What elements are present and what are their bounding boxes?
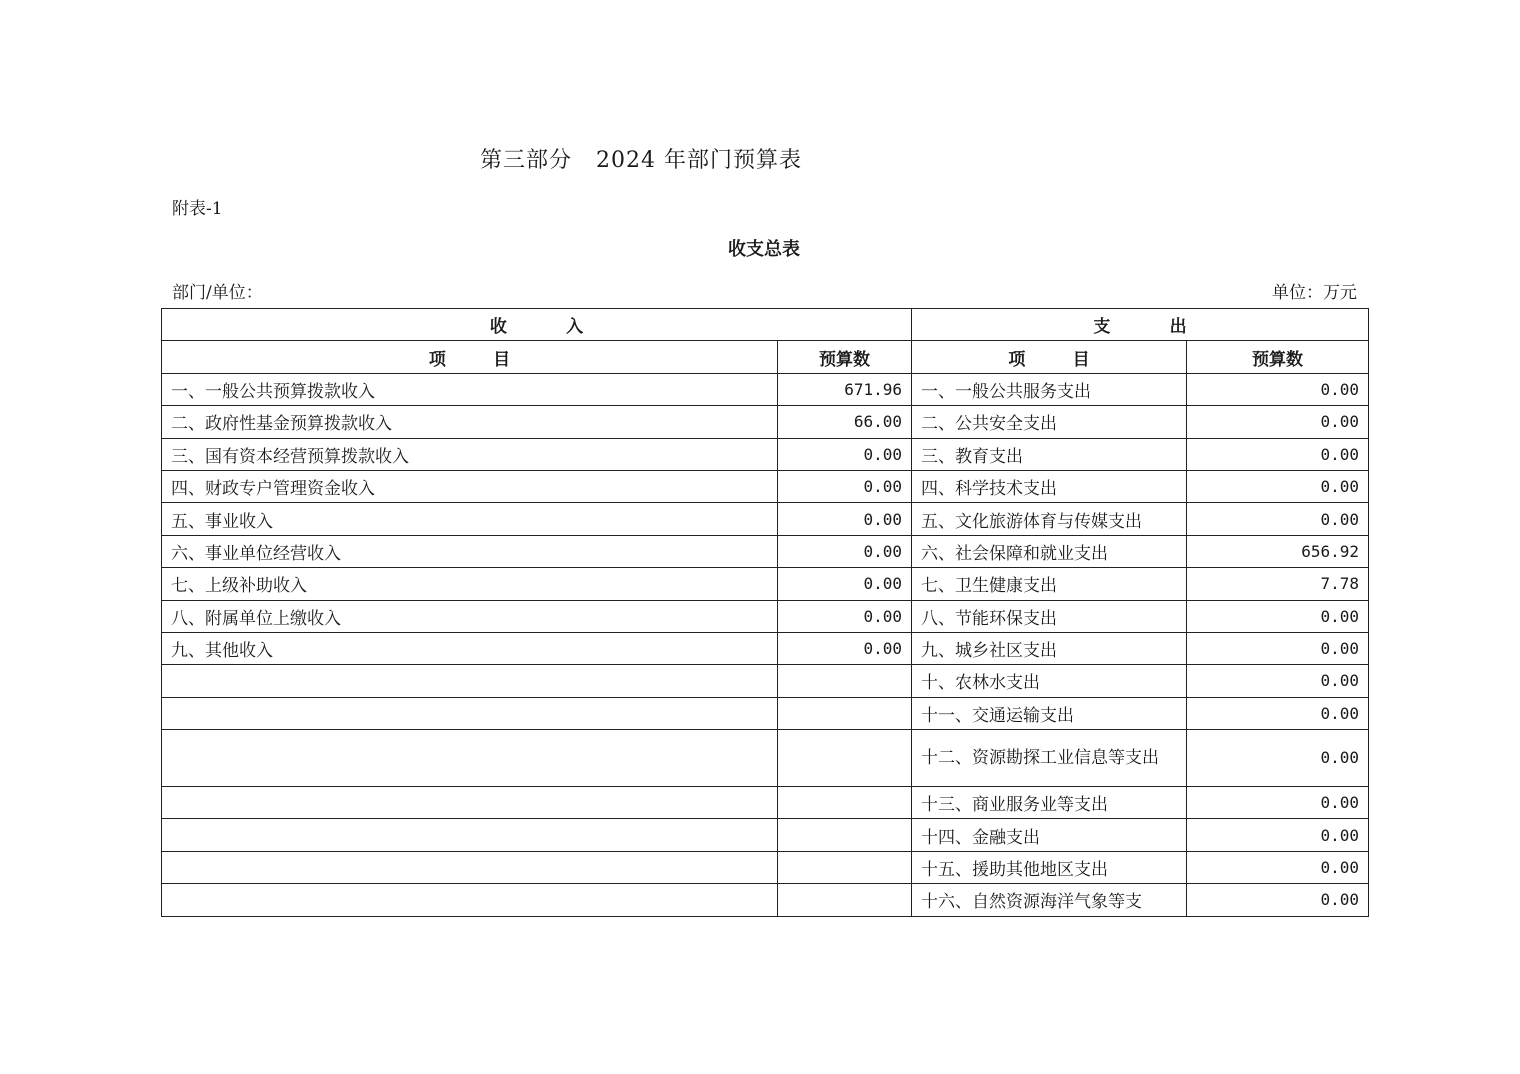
income-value-cell [778, 697, 912, 729]
expense-item-cell: 一、一般公共服务支出 [912, 373, 1187, 405]
income-value-cell [778, 730, 912, 787]
expense-item-cell: 三、教育支出 [912, 438, 1187, 470]
table-body [162, 373, 1369, 916]
expense-value-cell: 0.00 [1187, 819, 1369, 851]
expense-item-cell: 十、农林水支出 [912, 665, 1187, 697]
income-item-cell [162, 884, 778, 916]
table-row [162, 730, 1369, 787]
expense-value-cell: 0.00 [1187, 697, 1369, 729]
income-value-cell [778, 884, 912, 916]
income-item-cell: 三、国有资本经营预算拨款收入 [162, 438, 778, 470]
expense-item-cell: 六、社会保障和就业支出 [912, 535, 1187, 567]
expense-item-cell: 十五、援助其他地区支出 [912, 851, 1187, 883]
income-item-cell: 五、事业收入 [162, 503, 778, 535]
table-row [162, 697, 1369, 729]
expense-item-cell: 四、科学技术支出 [912, 470, 1187, 502]
income-value-cell: 671.96 [778, 373, 912, 405]
expense-value-cell: 656.92 [1187, 535, 1369, 567]
income-value-cell [778, 851, 912, 883]
expense-item-cell: 十六、自然资源海洋气象等支 [912, 884, 1187, 916]
expense-value-cell: 7.78 [1187, 568, 1369, 600]
income-item-cell [162, 787, 778, 819]
income-item-cell [162, 697, 778, 729]
expense-value-cell: 0.00 [1187, 503, 1369, 535]
table-row [162, 406, 1369, 438]
expense-item-cell: 十三、商业服务业等支出 [912, 787, 1187, 819]
table-row [162, 787, 1369, 819]
expense-budget-column-header: 预算数 [1187, 341, 1369, 373]
table-row [162, 503, 1369, 535]
table-header-row [162, 309, 1369, 341]
expense-value-cell: 0.00 [1187, 470, 1369, 502]
income-item-cell [162, 851, 778, 883]
expense-value-cell: 0.00 [1187, 600, 1369, 632]
expense-value-cell: 0.00 [1187, 665, 1369, 697]
income-item-cell: 八、附属单位上缴收入 [162, 600, 778, 632]
income-item-column-header: 项 目 [162, 341, 778, 373]
expense-item-cell: 十一、交通运输支出 [912, 697, 1187, 729]
table-row [162, 438, 1369, 470]
income-item-cell: 七、上级补助收入 [162, 568, 778, 600]
income-value-cell: 0.00 [778, 470, 912, 502]
table-subheader-row [162, 341, 1369, 373]
table-row [162, 535, 1369, 567]
income-value-cell: 0.00 [778, 632, 912, 664]
table-row [162, 851, 1369, 883]
income-value-cell: 0.00 [778, 568, 912, 600]
table-subtitle: 收支总表 [728, 239, 800, 260]
expense-value-cell: 0.00 [1187, 787, 1369, 819]
income-value-cell: 0.00 [778, 503, 912, 535]
table-row [162, 600, 1369, 632]
expense-item-cell: 五、文化旅游体育与传媒支出 [912, 503, 1187, 535]
expense-item-cell: 八、节能环保支出 [912, 600, 1187, 632]
income-value-cell: 0.00 [778, 438, 912, 470]
income-item-cell: 九、其他收入 [162, 632, 778, 664]
income-item-cell [162, 665, 778, 697]
expense-value-cell: 0.00 [1187, 730, 1369, 787]
expense-item-cell: 十四、金融支出 [912, 819, 1187, 851]
expense-value-cell: 0.00 [1187, 632, 1369, 664]
income-value-cell: 66.00 [778, 406, 912, 438]
expense-item-cell: 二、公共安全支出 [912, 406, 1187, 438]
budget-table [161, 308, 1369, 917]
income-value-cell: 0.00 [778, 600, 912, 632]
income-value-cell: 0.00 [778, 535, 912, 567]
expense-value-cell: 0.00 [1187, 851, 1369, 883]
expense-item-cell: 九、城乡社区支出 [912, 632, 1187, 664]
expense-header: 支 出 [912, 309, 1369, 341]
expense-value-cell: 0.00 [1187, 438, 1369, 470]
expense-value-cell: 0.00 [1187, 884, 1369, 916]
table-row [162, 470, 1369, 502]
expense-value-cell: 0.00 [1187, 373, 1369, 405]
page-title: 第三部分 2024 年部门预算表 [480, 148, 802, 173]
expense-item-column-header: 项 目 [912, 341, 1187, 373]
expense-item-cell: 十二、资源勘探工业信息等支出 [912, 730, 1187, 787]
table-row [162, 632, 1369, 664]
appendix-label: 附表-1 [172, 199, 223, 219]
income-value-cell [778, 665, 912, 697]
expense-item-cell: 七、卫生健康支出 [912, 568, 1187, 600]
expense-value-cell: 0.00 [1187, 406, 1369, 438]
table-row [162, 884, 1369, 916]
income-value-cell [778, 787, 912, 819]
table-row [162, 373, 1369, 405]
income-budget-column-header: 预算数 [778, 341, 912, 373]
table-row [162, 568, 1369, 600]
income-item-cell: 一、一般公共预算拨款收入 [162, 373, 778, 405]
department-label: 部门/单位： [172, 283, 263, 303]
table-row [162, 819, 1369, 851]
income-item-cell: 二、政府性基金预算拨款收入 [162, 406, 778, 438]
income-item-cell [162, 730, 778, 787]
income-item-cell [162, 819, 778, 851]
unit-label: 单位：万元 [1272, 283, 1357, 303]
income-header: 收 入 [162, 309, 912, 341]
table-row [162, 665, 1369, 697]
income-value-cell [778, 819, 912, 851]
income-item-cell: 六、事业单位经营收入 [162, 535, 778, 567]
income-item-cell: 四、财政专户管理资金收入 [162, 470, 778, 502]
